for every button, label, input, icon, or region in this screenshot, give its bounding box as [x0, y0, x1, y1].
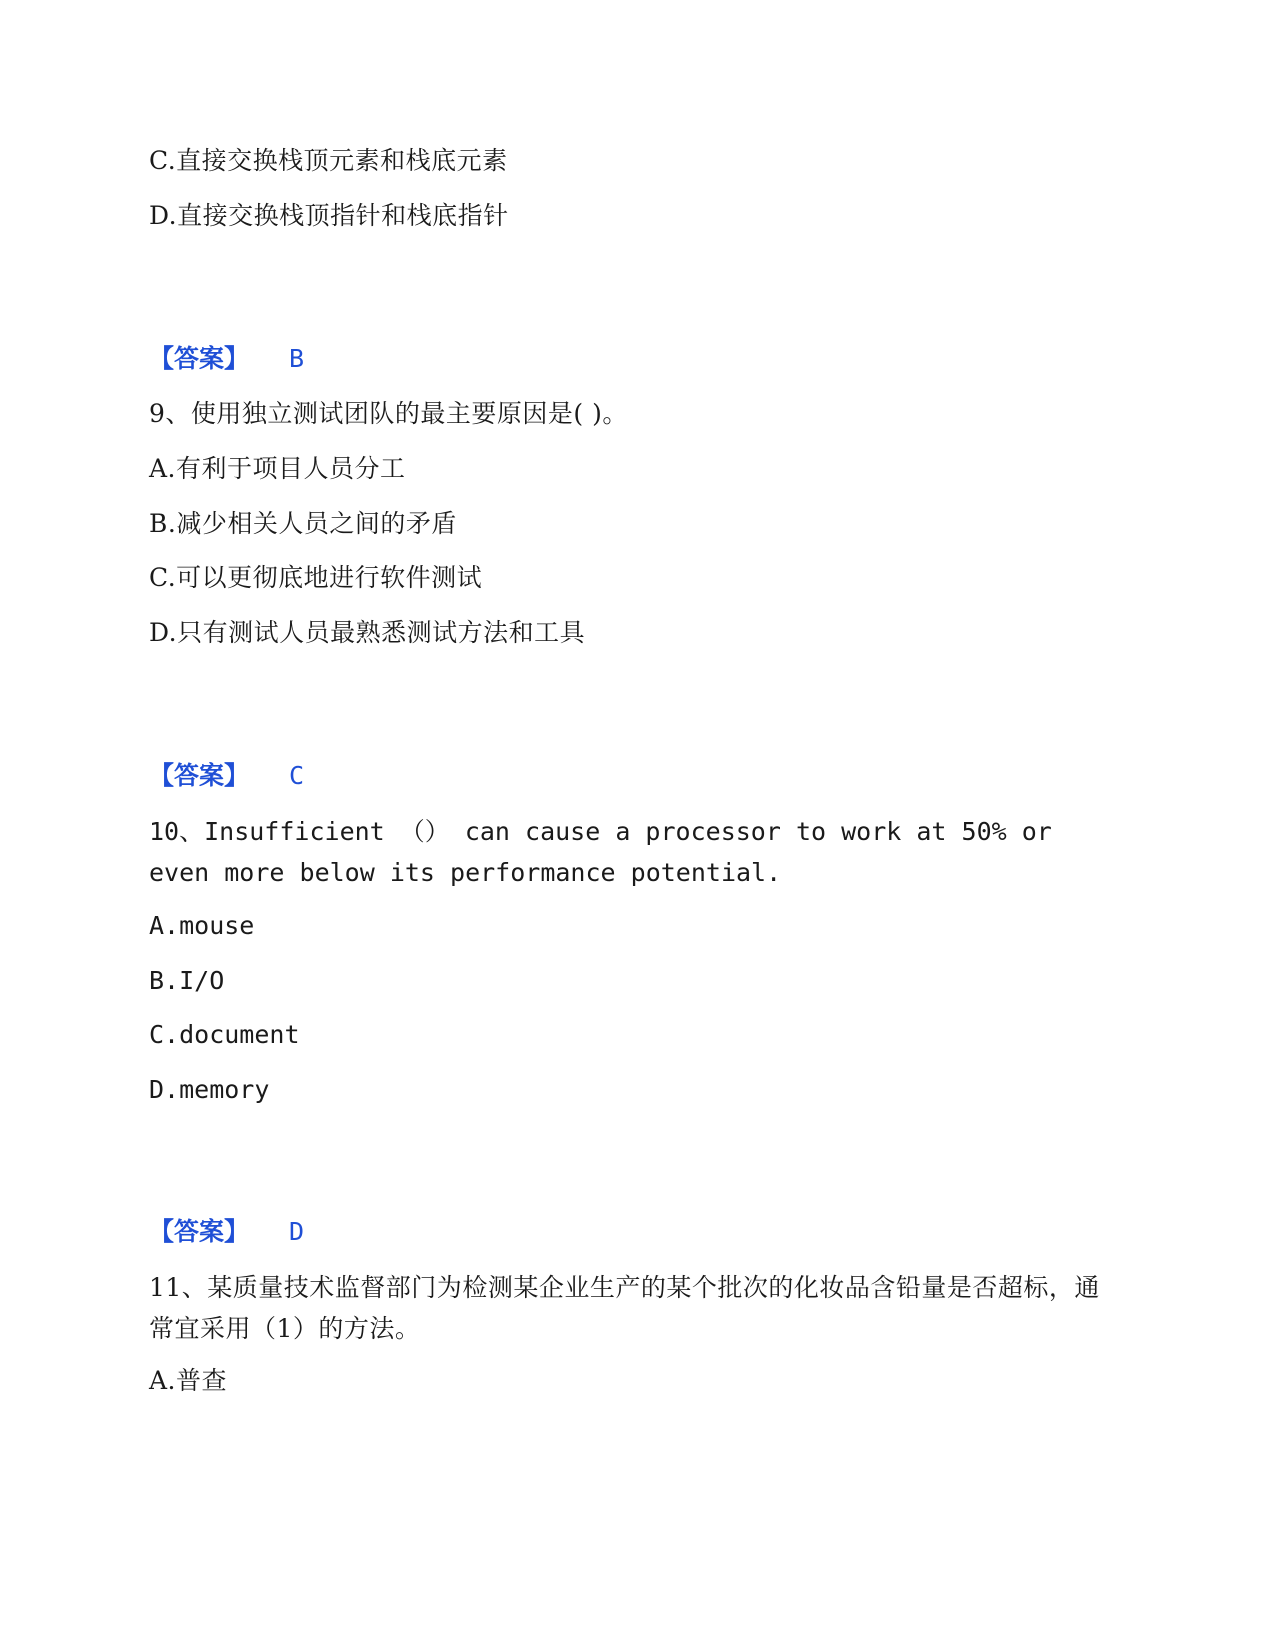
q8-answer-value: B	[289, 344, 305, 373]
q8-answer	[149, 344, 304, 374]
q10-answer-value: D	[289, 1217, 305, 1246]
q9-answer-value: C	[289, 761, 305, 790]
q9-option-b: B.减少相关人员之间的矛盾	[149, 509, 457, 538]
q9-option-a: A.有利于项目人员分工	[149, 454, 406, 483]
q10-option-b: B.I/O	[149, 966, 225, 995]
q8-option-c: C.直接交换栈顶元素和栈底元素	[149, 146, 508, 175]
q9-answer-label: 【答案】	[149, 761, 250, 790]
q8-answer-label: 【答案】	[149, 344, 250, 373]
q10-stem: 10、Insufficient （） can cause a processor to work at 50% or even more below its performance potential.	[149, 817, 1052, 887]
q9-stem: 9、使用独立测试团队的最主要原因是( )。	[149, 399, 628, 428]
q11-stem: 11、某质量技术监督部门为检测某企业生产的某个批次的化妆品含铅量是否超标，通常宜采用（1）的方法。	[149, 1273, 1100, 1343]
q8-option-d: D.直接交换栈顶指针和栈底指针	[149, 201, 509, 230]
q10-option-d: D.memory	[149, 1075, 270, 1104]
q9-option-d: D.只有测试人员最熟悉测试方法和工具	[149, 618, 586, 647]
q10-option-a: A.mouse	[149, 911, 255, 940]
q10-answer	[149, 1217, 304, 1247]
q10-answer-label: 【答案】	[149, 1217, 250, 1246]
q11-option-a: A.普查	[149, 1366, 228, 1395]
q10-option-c: C.document	[149, 1020, 300, 1049]
q9-answer	[149, 761, 304, 791]
q9-option-c: C.可以更彻底地进行软件测试	[149, 563, 483, 592]
